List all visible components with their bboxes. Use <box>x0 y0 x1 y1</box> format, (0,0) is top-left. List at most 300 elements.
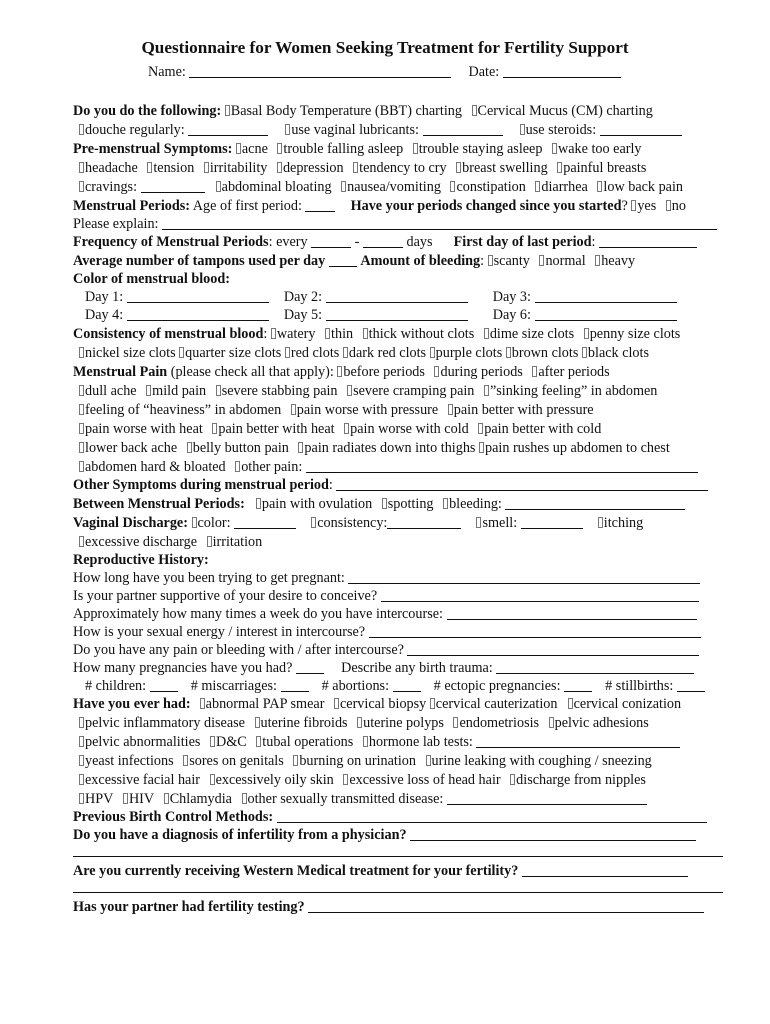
checkbox-dull-ache[interactable] <box>79 385 84 396</box>
option-label: tubal operations <box>262 734 354 750</box>
birth-trauma-label: Describe any birth trauma: <box>341 660 493 676</box>
checkbox-sores[interactable] <box>183 755 188 766</box>
option-label: Chlamydia <box>169 791 232 807</box>
checkbox-conization[interactable] <box>568 698 573 709</box>
intercourse-frequency-field[interactable] <box>447 607 697 620</box>
pain-row-3 <box>79 420 728 438</box>
history-row-4 <box>79 771 728 789</box>
tampons-row <box>73 252 728 270</box>
option-label: pain better with cold <box>484 421 602 437</box>
option-label: watery <box>276 326 316 342</box>
checkbox-cravings[interactable] <box>79 181 84 192</box>
other-symptoms-field[interactable] <box>336 478 708 491</box>
option-label: before periods <box>343 364 425 380</box>
option-label: excessive discharge <box>85 534 198 550</box>
checkbox-oily-skin[interactable] <box>210 774 215 785</box>
option-label: pain better with pressure <box>453 402 594 418</box>
between-periods-question: Between Menstrual Periods: <box>73 496 245 512</box>
checkbox-staying-asleep[interactable] <box>413 143 418 154</box>
checkbox-purple-clots[interactable] <box>430 347 435 358</box>
checkbox-pap-smear[interactable] <box>200 698 205 709</box>
checkbox-yes[interactable] <box>631 200 636 211</box>
birth-control-row <box>73 808 728 826</box>
checkbox-worse-cold[interactable] <box>344 423 349 434</box>
option-label: color: <box>197 515 231 531</box>
checkbox-bbt[interactable] <box>225 105 230 116</box>
bleeding-amount-question: Amount of bleeding <box>360 253 481 269</box>
consistency-row <box>73 325 728 343</box>
option-label: severe cramping pain <box>353 383 475 399</box>
option-label: abdominal bloating <box>221 179 332 195</box>
option-label: cervical conization <box>573 696 682 712</box>
pain-row-5 <box>79 458 728 476</box>
checkbox-consistency[interactable] <box>311 517 316 528</box>
option-label: pain worse with cold <box>350 421 469 437</box>
other-pain-field[interactable] <box>306 460 698 473</box>
checkbox-spotting[interactable] <box>382 498 387 509</box>
western-treatment-extra-line[interactable] <box>73 892 723 893</box>
trying-row <box>73 569 728 587</box>
menstrual-pain-question: Menstrual Pain <box>73 364 168 380</box>
checkbox-acne[interactable] <box>236 143 241 154</box>
cravings-field[interactable] <box>141 180 205 193</box>
option-label: dull ache <box>85 383 137 399</box>
infertility-diagnosis-row <box>73 826 728 844</box>
color-row <box>73 270 728 288</box>
name-date-row <box>148 64 668 81</box>
option-label: during periods <box>440 364 523 380</box>
option-label: uterine fibroids <box>260 715 348 731</box>
checkbox-mild-pain[interactable] <box>146 385 151 396</box>
day-label: Day 4: <box>85 307 124 323</box>
checkbox-quarter[interactable] <box>179 347 184 358</box>
section-heading: Reproductive History: <box>73 552 209 568</box>
checkbox-lubricants[interactable] <box>285 124 290 135</box>
days-row-1 <box>85 288 728 306</box>
history-row-1 <box>79 714 728 732</box>
tracking-question: Do you do the following: <box>73 103 222 119</box>
pregnancy-counts-row <box>85 677 728 695</box>
last-period-question: First day of last period <box>453 234 592 250</box>
periods-changed-question: Have your periods changed since you started <box>350 198 622 214</box>
checkbox-better-cold[interactable] <box>478 423 483 434</box>
option-label: penny size clots <box>589 326 681 342</box>
pain-bleeding-row <box>73 641 728 659</box>
checkbox-better-pressure[interactable] <box>448 404 453 415</box>
consistency-question: Consistency of menstrual blood <box>73 326 264 342</box>
option-label: excessively oily skin <box>215 772 334 788</box>
pain-row-2 <box>79 401 728 419</box>
option-label: pain worse with heat <box>85 421 203 437</box>
tampons-field[interactable] <box>329 254 357 267</box>
partner-supportive-row <box>73 587 728 605</box>
day-label: Day 2: <box>283 289 323 305</box>
partner-testing-question: Has your partner had fertility testing? <box>73 899 305 915</box>
checkbox-diarrhea[interactable] <box>535 181 540 192</box>
checkbox-excessive-discharge[interactable] <box>79 536 84 547</box>
option-label: sores on genitals <box>189 753 284 769</box>
ectopic-label: # ectopic pregnancies: <box>433 678 561 694</box>
miscarriages-field[interactable] <box>281 679 309 692</box>
checkbox-nickel[interactable] <box>79 347 84 358</box>
option-label: irritation <box>212 534 263 550</box>
checkbox-low-back-pain[interactable] <box>597 181 602 192</box>
option-label: feeling of “heaviness” in abdomen <box>85 402 282 418</box>
option-label: itching <box>603 515 644 531</box>
ever-had-question: Have you ever had: <box>73 696 191 712</box>
option-label: urine leaking with coughing / sneezing <box>431 753 652 769</box>
discharge-row-2 <box>79 533 728 551</box>
partner-testing-row <box>73 898 728 916</box>
pregnancies-field[interactable] <box>296 661 324 674</box>
days-label: days <box>406 234 433 250</box>
partner-testing-field[interactable] <box>308 900 704 913</box>
infertility-diagnosis-extra-line[interactable] <box>73 856 723 857</box>
checkbox-no[interactable] <box>666 200 671 211</box>
checkbox-dime[interactable] <box>484 328 489 339</box>
option-label: pain with ovulation <box>261 496 373 512</box>
option-label: discharge from nipples <box>516 772 646 788</box>
day-label: Day 3: <box>492 289 531 305</box>
checkbox-bloating[interactable] <box>216 181 221 192</box>
color-field[interactable] <box>234 516 296 529</box>
option-label: yes <box>637 198 657 214</box>
reproductive-history-heading <box>73 551 728 569</box>
checkbox-after-periods[interactable] <box>532 366 537 377</box>
checkbox-urine-leaking[interactable] <box>426 755 431 766</box>
option-label: yeast infections <box>85 753 174 769</box>
between-periods-row <box>73 495 728 513</box>
history-row-5 <box>79 790 728 808</box>
smell-field[interactable] <box>521 516 583 529</box>
checkbox-depression[interactable] <box>277 162 282 173</box>
option-label: cervical cauterization <box>435 696 558 712</box>
checkbox-wake-early[interactable] <box>552 143 557 154</box>
option-label: diarrhea <box>541 179 588 195</box>
checkbox-irritation[interactable] <box>207 536 212 547</box>
checkbox-abdomen-hard[interactable] <box>79 461 84 472</box>
color-question: Color of menstrual blood: <box>73 271 230 287</box>
vaginal-discharge-row <box>73 514 728 532</box>
date-field[interactable] <box>503 65 621 78</box>
option-label: tendency to cry <box>359 160 447 176</box>
question-mark: ? <box>621 198 628 214</box>
option-label: pelvic inflammatory disease <box>85 715 245 731</box>
checkbox-cry[interactable] <box>353 162 358 173</box>
douche-row <box>79 121 728 139</box>
tampons-question: Average number of tampons used per day <box>73 253 326 269</box>
checkbox-scanty[interactable] <box>488 255 493 266</box>
last-period-field[interactable] <box>599 235 697 248</box>
ever-had-row <box>73 695 728 713</box>
checkbox-headache[interactable] <box>79 162 84 173</box>
checkbox-burning[interactable] <box>293 755 298 766</box>
checkbox-constipation[interactable] <box>450 181 455 192</box>
history-row-2 <box>79 733 728 751</box>
option-label: other sexually transmitted disease: <box>247 791 444 807</box>
checkbox-penny[interactable] <box>584 328 589 339</box>
checkbox-cramping[interactable] <box>347 385 352 396</box>
checkbox-other-pain[interactable] <box>235 461 240 472</box>
option-label: HPV <box>85 791 114 807</box>
day-label: Day 6: <box>492 307 531 323</box>
option-label: painful breasts <box>563 160 647 176</box>
infertility-diagnosis-field[interactable] <box>410 828 696 841</box>
option-label: severe stabbing pain <box>221 383 338 399</box>
other-std-field[interactable] <box>447 792 647 805</box>
checkbox-heavy[interactable] <box>595 255 600 266</box>
option-label: dime size clots <box>489 326 575 342</box>
checkbox-fibroids[interactable] <box>255 717 260 728</box>
checkbox-nipple-discharge[interactable] <box>510 774 515 785</box>
symptoms-row-1 <box>79 159 728 177</box>
option-label: burning on urination <box>299 753 416 769</box>
steroids-field[interactable] <box>600 123 682 136</box>
western-treatment-field[interactable] <box>522 864 688 877</box>
stillbirths-field[interactable] <box>677 679 705 692</box>
history-row-3 <box>79 752 728 770</box>
checkbox-dc[interactable] <box>210 736 215 747</box>
bleeding-field[interactable] <box>505 497 685 510</box>
option-label: low back pain <box>603 179 683 195</box>
checkbox-endometriosis[interactable] <box>453 717 458 728</box>
checkbox-facial-hair[interactable] <box>79 774 84 785</box>
option-label: pain worse with pressure <box>296 402 439 418</box>
option-label: thick without clots <box>368 326 475 342</box>
option-label: black clots <box>587 345 649 361</box>
checkbox-adhesions[interactable] <box>549 717 554 728</box>
douche-field[interactable] <box>188 123 268 136</box>
day-3-field[interactable] <box>535 290 677 303</box>
days-row-2 <box>85 306 728 324</box>
option-label: douche regularly: <box>85 122 185 138</box>
option-label: breast swelling <box>462 160 548 176</box>
name-field[interactable] <box>189 65 451 78</box>
explain-row <box>73 215 728 233</box>
trying-label: How long have you been trying to get pregnant: <box>73 570 345 586</box>
pregnancies-label: How many pregnancies have you had? <box>73 660 293 676</box>
checkbox-yeast[interactable] <box>79 755 84 766</box>
other-symptoms-question: Other Symptoms during menstrual period <box>73 477 329 493</box>
option-label: belly button pain <box>192 440 289 456</box>
consistency-field[interactable] <box>387 516 461 529</box>
option-label: cervical biopsy <box>339 696 427 712</box>
checkbox-irritability[interactable] <box>204 162 209 173</box>
checkbox-cervical-biopsy[interactable] <box>334 698 339 709</box>
discharge-question: Vaginal Discharge: <box>73 515 188 531</box>
option-label: trouble falling asleep <box>283 141 404 157</box>
option-label: brown clots <box>511 345 579 361</box>
checkbox-cm[interactable] <box>472 105 477 116</box>
option-label: excessive loss of head hair <box>349 772 501 788</box>
day-5-field[interactable] <box>326 308 468 321</box>
checkbox-pid[interactable] <box>79 717 84 728</box>
checkbox-lower-back[interactable] <box>79 442 84 453</box>
checkbox-stabbing[interactable] <box>216 385 221 396</box>
menstrual-periods-row <box>73 197 728 215</box>
option-label: normal <box>545 253 586 269</box>
tracking-row <box>73 102 728 120</box>
abortions-field[interactable] <box>393 679 421 692</box>
frequency-row <box>73 233 728 251</box>
miscarriages-label: # miscarriages: <box>190 678 277 694</box>
checkbox-steroids[interactable] <box>520 124 525 135</box>
option-label: Basal Body Temperature (BBT) charting <box>230 103 462 119</box>
checkbox-belly-button[interactable] <box>187 442 192 453</box>
date-label: Date: <box>468 64 500 80</box>
option-label: smell: <box>482 515 518 531</box>
option-label: nausea/vomiting <box>347 179 441 195</box>
option-label: trouble staying asleep <box>418 141 543 157</box>
checkbox-chlamydia[interactable] <box>164 793 169 804</box>
option-label: use steroids: <box>525 122 597 138</box>
checkbox-worse-heat[interactable] <box>79 423 84 434</box>
checkbox-chest[interactable] <box>479 442 484 453</box>
checkbox-ovulation-pain[interactable] <box>256 498 261 509</box>
day-label: Day 5: <box>283 307 323 323</box>
checkbox-tension[interactable] <box>147 162 152 173</box>
checkbox-better-heat[interactable] <box>212 423 217 434</box>
option-label: red clots <box>290 345 340 361</box>
option-label: scanty <box>493 253 530 269</box>
checkbox-cauterization[interactable] <box>430 698 435 709</box>
colon: : <box>328 477 333 493</box>
option-label: acne <box>241 141 268 157</box>
checkbox-brown-clots[interactable] <box>506 347 511 358</box>
colon: : <box>480 253 485 269</box>
checkbox-polyps[interactable] <box>357 717 362 728</box>
checkbox-breast-swelling[interactable] <box>456 162 461 173</box>
option-label: consistency: <box>317 515 388 531</box>
frequency-min-field[interactable] <box>311 235 351 248</box>
day-4-field[interactable] <box>127 308 269 321</box>
birth-trauma-field[interactable] <box>496 661 694 674</box>
name-label: Name: <box>148 64 186 80</box>
clots-row <box>79 344 728 362</box>
stillbirths-label: # stillbirths: <box>605 678 674 694</box>
premenstrual-question: Pre-menstrual Symptoms: <box>73 141 233 157</box>
option-label: endometriosis <box>459 715 540 731</box>
checkbox-normal[interactable] <box>539 255 544 266</box>
frequency-max-field[interactable] <box>363 235 403 248</box>
lubricants-field[interactable] <box>423 123 503 136</box>
first-period-label: Age of first period: <box>192 198 302 214</box>
checkbox-red-clots[interactable] <box>285 347 290 358</box>
checkbox-thighs[interactable] <box>298 442 303 453</box>
checkbox-smell[interactable] <box>476 517 481 528</box>
hormone-tests-field[interactable] <box>476 735 680 748</box>
page-title: Questionnaire for Women Seeking Treatment for Fertility Support <box>141 38 629 57</box>
option-label: tension <box>153 160 195 176</box>
option-label: cravings: <box>85 179 138 195</box>
sexual-energy-label: How is your sexual energy / interest in intercourse? <box>73 624 366 640</box>
checkbox-thin[interactable] <box>325 328 330 339</box>
checkbox-heaviness[interactable] <box>79 404 84 415</box>
trying-field[interactable] <box>348 571 700 584</box>
option-label: headache <box>85 160 138 176</box>
abortions-label: # abortions: <box>321 678 390 694</box>
checkbox-tubal[interactable] <box>256 736 261 747</box>
checkbox-falling-asleep[interactable] <box>277 143 282 154</box>
pregnancies-row <box>73 659 728 677</box>
option-label: pelvic abnormalities <box>85 734 201 750</box>
checkbox-painful-breasts[interactable] <box>557 162 562 173</box>
checkbox-color[interactable] <box>192 517 197 528</box>
option-label: heavy <box>601 253 636 269</box>
day-label: Day 1: <box>85 289 124 305</box>
checkbox-douche[interactable] <box>79 124 84 135</box>
children-field[interactable] <box>150 679 178 692</box>
checkbox-dark-red-clots[interactable] <box>343 347 348 358</box>
symptoms-row-2 <box>79 178 728 196</box>
checkbox-itching[interactable] <box>598 517 603 528</box>
checkbox-hiv[interactable] <box>123 793 128 804</box>
infertility-diagnosis-question: Do you have a diagnosis of infertility from a physician? <box>73 827 407 843</box>
pain-bleeding-field[interactable] <box>407 643 699 656</box>
ectopic-field[interactable] <box>564 679 592 692</box>
menstrual-periods-question: Menstrual Periods: <box>73 198 191 214</box>
option-label: ”sinking feeling” in abdomen <box>489 383 658 399</box>
western-treatment-question: Are you currently receiving Western Medical treatment for your fertility? <box>73 863 519 879</box>
children-label: # children: <box>85 678 147 694</box>
explain-field[interactable] <box>162 217 717 230</box>
checkbox-hpv[interactable] <box>79 793 84 804</box>
intercourse-frequency-label: Approximately how many times a week do you have intercourse: <box>73 606 443 622</box>
checkbox-hormone-tests[interactable] <box>363 736 368 747</box>
option-label: D&C <box>215 734 247 750</box>
first-period-field[interactable] <box>305 199 335 212</box>
checkbox-black-clots[interactable] <box>582 347 587 358</box>
intercourse-frequency-row <box>73 605 728 623</box>
option-label: nickel size clots <box>85 345 176 361</box>
option-label: constipation <box>456 179 526 195</box>
checkbox-sinking[interactable] <box>484 385 489 396</box>
option-label: uterine polyps <box>363 715 444 731</box>
option-label: dark red clots <box>348 345 427 361</box>
checkbox-worse-pressure[interactable] <box>291 404 296 415</box>
option-label: pelvic adhesions <box>554 715 649 731</box>
checkbox-bleeding[interactable] <box>443 498 448 509</box>
option-label: mild pain <box>152 383 207 399</box>
every-label: : every <box>268 234 308 250</box>
option-label: wake too early <box>558 141 642 157</box>
checkbox-other-std[interactable] <box>242 793 247 804</box>
checkbox-before-periods[interactable] <box>337 366 342 377</box>
other-symptoms-row <box>73 476 728 494</box>
checkbox-pelvic-abnormalities[interactable] <box>79 736 84 747</box>
option-label: purple clots <box>435 345 503 361</box>
checkbox-nausea[interactable] <box>341 181 346 192</box>
option-label: thin <box>331 326 354 342</box>
day-2-field[interactable] <box>326 290 468 303</box>
option-label: abnormal PAP smear <box>205 696 325 712</box>
option-label: quarter size clots <box>185 345 282 361</box>
partner-supportive-field[interactable] <box>381 589 699 602</box>
checkbox-thick[interactable] <box>363 328 368 339</box>
checkbox-during-periods[interactable] <box>434 366 439 377</box>
explain-label: Please explain: <box>73 216 159 232</box>
pain-bleeding-label: Do you have any pain or bleeding with / after intercourse? <box>73 642 404 658</box>
day-1-field[interactable] <box>127 290 269 303</box>
option-label: irritability <box>209 160 268 176</box>
day-6-field[interactable] <box>535 308 677 321</box>
option-label: no <box>671 198 686 214</box>
option-label: excessive facial hair <box>85 772 201 788</box>
sexual-energy-field[interactable] <box>369 625 701 638</box>
birth-control-field[interactable] <box>277 810 707 823</box>
checkbox-watery[interactable] <box>271 328 276 339</box>
checkbox-hair-loss[interactable] <box>343 774 348 785</box>
